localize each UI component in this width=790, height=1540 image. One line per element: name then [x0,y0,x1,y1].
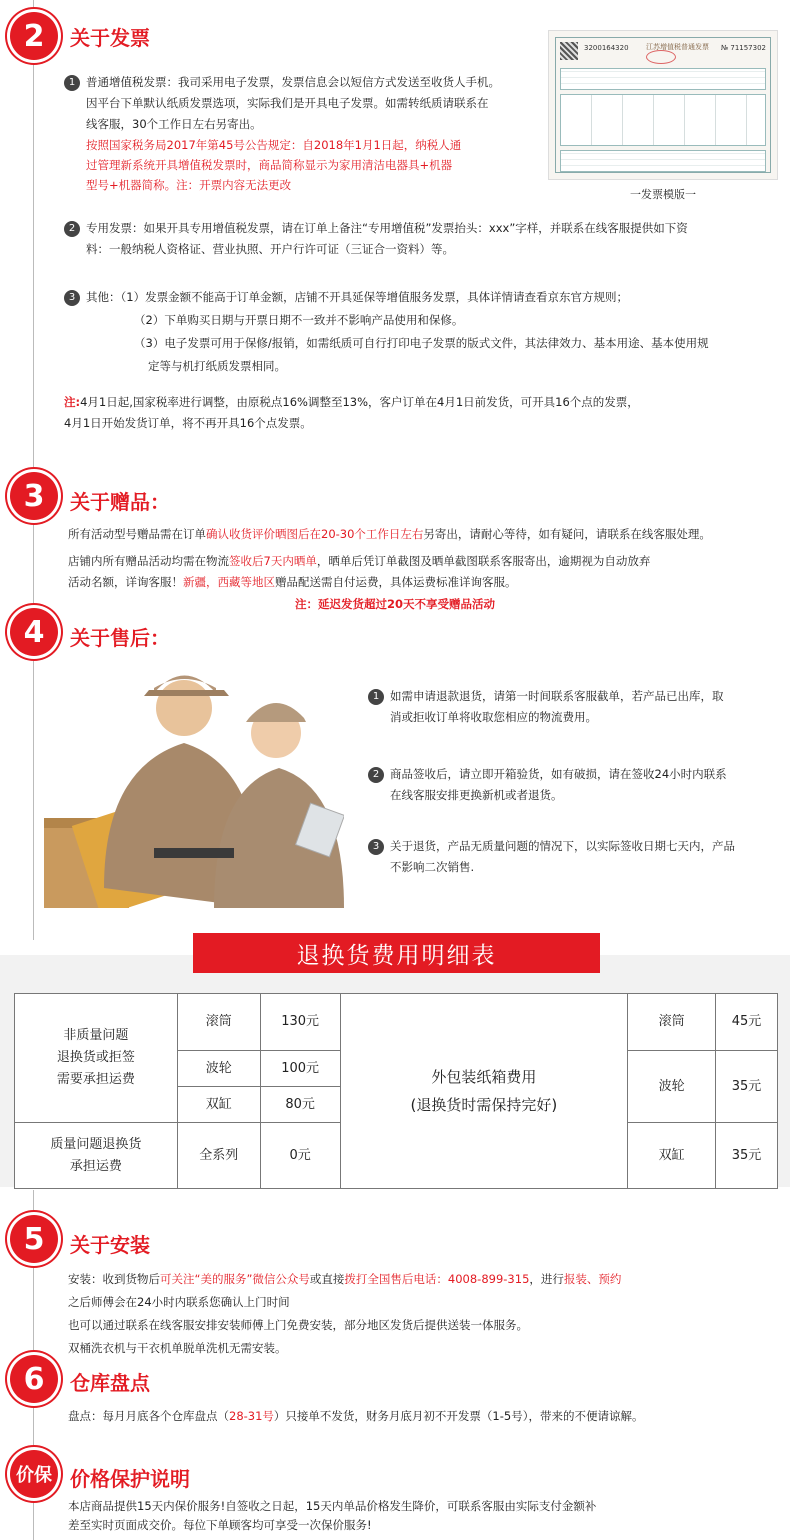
invoice-number: 3200164320 [584,44,629,52]
section-title: 关于售后： [70,626,170,650]
invoice-special-text: 2 专用发票：如果开具专用增值税发票，请在订单上备注“专用增值税”发票抬头：xxx”字样，并联系在线客服提供如下资 料：一般纳税人资格证、营业执照、开户行许可证（三证合一资料）等。 [64,218,784,260]
stamp-icon [646,50,676,64]
invoice-caption: 一发票模版一 [630,188,696,201]
service-staff-photo [44,648,344,908]
qr-code-icon [560,42,578,60]
section-number-badge: 6 [10,1355,58,1403]
number-icon: 1 [64,75,80,91]
section-number-badge: 2 [10,12,58,60]
aftersale-item-3: 3 关于退货，产品无质量问题的情况下，以实际签收日期七天内，产品 不影响二次销售. [368,836,788,878]
pack-type-cell: 滚筒 [628,994,716,1051]
section-title: 仓库盘点 [70,1371,150,1395]
number-icon: 3 [368,839,384,855]
fee-amount-cell: 130元 [260,994,340,1051]
timeline-line [33,0,34,940]
fee-type-cell: 全系列 [177,1123,260,1189]
number-icon: 1 [368,689,384,705]
pack-fee-cell: 45元 [716,994,778,1051]
fee-table [14,993,778,1189]
packaging-fee-label: 外包装纸箱费用 (退换货时需保持完好) [340,994,628,1189]
invoice-code: № 71157302 [720,44,766,52]
fee-type-cell: 滚筒 [177,994,260,1051]
pack-type-cell: 双缸 [628,1123,716,1189]
invoice-other-text: 3 其他：（1）发票金额不能高于订单金额，店铺不开具延保等增值服务发票，具体详情请查看京东官方规则； （2）下单购买日期与开票日期不一致并不影响产品使用和保修。 （3）电子发票可用于保修/报销，如需纸质可自行打印电子发票的版式文件，其法律效力、基本用途、基本使用规 定等与机打纸质发票相同。 [64,286,784,378]
fee-type-cell: 波轮 [177,1051,260,1087]
fee-amount-cell: 80元 [260,1087,340,1123]
price-protection-text: 本店商品提供15天内保价服务!自签收之日起，15天内单品价格发生降价，可联系客服由实际支付金额补 差至实时页面成交价。每位下单顾客均可享受一次保价服务! [68,1499,597,1532]
section-title: 关于赠品： [70,490,170,514]
invoice-heading: 江苏增值税普通发票 [646,43,709,51]
section-number-badge: 3 [10,472,58,520]
section-title: 关于安装 [70,1233,150,1257]
fee-type-cell: 双缸 [177,1087,260,1123]
install-text: 安装：收到货物后可关注“美的服务”微信公众号或直接拨打全国售后电话：4008-899-315，进行报装、预约 之后师傅会在24小时内联系您确认上门时间 也可以通过联系在线客服安排安装师傅上门免费安装，部分地区发货后提供送装一体服务。 双桶洗衣机与干衣机单脱单洗机无需安装。 [68,1272,622,1355]
fee-table-title: 退换货费用明细表 [193,933,600,973]
aftersale-item-1: 1 如需申请退款退货，请第一时间联系客服截单，若产品已出库，取 消或拒收订单将收取您相应的物流费用。 [368,686,788,728]
pack-type-cell: 波轮 [628,1051,716,1123]
pack-fee-cell: 35元 [716,1051,778,1123]
pack-fee-cell: 35元 [716,1123,778,1189]
fee-amount-cell: 100元 [260,1051,340,1087]
invoice-sample-image [548,30,778,180]
aftersale-item-2: 2 商品签收后，请立即开箱验货，如有破损，请在签收24小时内联系 在线客服安排更换新机或者退货。 [368,764,788,806]
price-protection-badge: 价保 [10,1450,58,1498]
fee-amount-cell: 0元 [260,1123,340,1189]
quality-label: 质量问题退换货 承担运费 [15,1123,178,1189]
section-title: 关于发票 [70,26,150,50]
section-title: 价格保护说明 [70,1467,190,1491]
section-number-badge: 4 [10,608,58,656]
inventory-text: 盘点：每月月底各个仓库盘点（28-31号）只接单不发货，财务月底月初不开发票（1-5号），带来的不便请谅解。 [68,1409,644,1423]
gift-text: 所有活动型号赠品需在订单确认收货评价晒图后在20-30个工作日左右另寄出，请耐心等待，如有疑问，请联系在线客服处理。 店铺内所有赠品活动均需在物流签收后7天内晒单，晒单后凭订单截图及晒单截图联系客服寄出，逾期视为自动放弃 活动名额，详询客服！新疆，西藏等地区赠品配送需自付运费，具体运费标准详询客服。 [68,527,711,589]
number-icon: 2 [368,767,384,783]
gift-note: 注：延迟发货超过20天不享受赠品活动 [294,597,495,611]
tax-note: 注:4月1日起,国家税率进行调整，由原税点16%调整至13%，客户订单在4月1日前发货，可开具16个点的发票， 4月1日开始发货订单，将不再开具16个点发票。 [64,395,639,430]
number-icon: 2 [64,221,80,237]
invoice-normal-text: 1 普通增值税发票：我司采用电子发票，发票信息会以短信方式发送至收货人手机。 因平台下单默认纸质发票选项，实际我们是开具电子发票。如需转纸质请联系在 线客服，30个工作日左右另寄出。 按照国家税务局2017年第45号公告规定：自2018年1月1日起，纳税人通 过管理新系统开具增值税发票时，商品简称显示为家用清洁电器具+机器 型号+机器简称。注：开票内容无法更改 [64,72,544,195]
number-icon: 3 [64,290,80,306]
section-number-badge: 5 [10,1215,58,1263]
non-quality-label: 非质量问题 退换货或拒签 需要承担运费 [15,994,178,1123]
